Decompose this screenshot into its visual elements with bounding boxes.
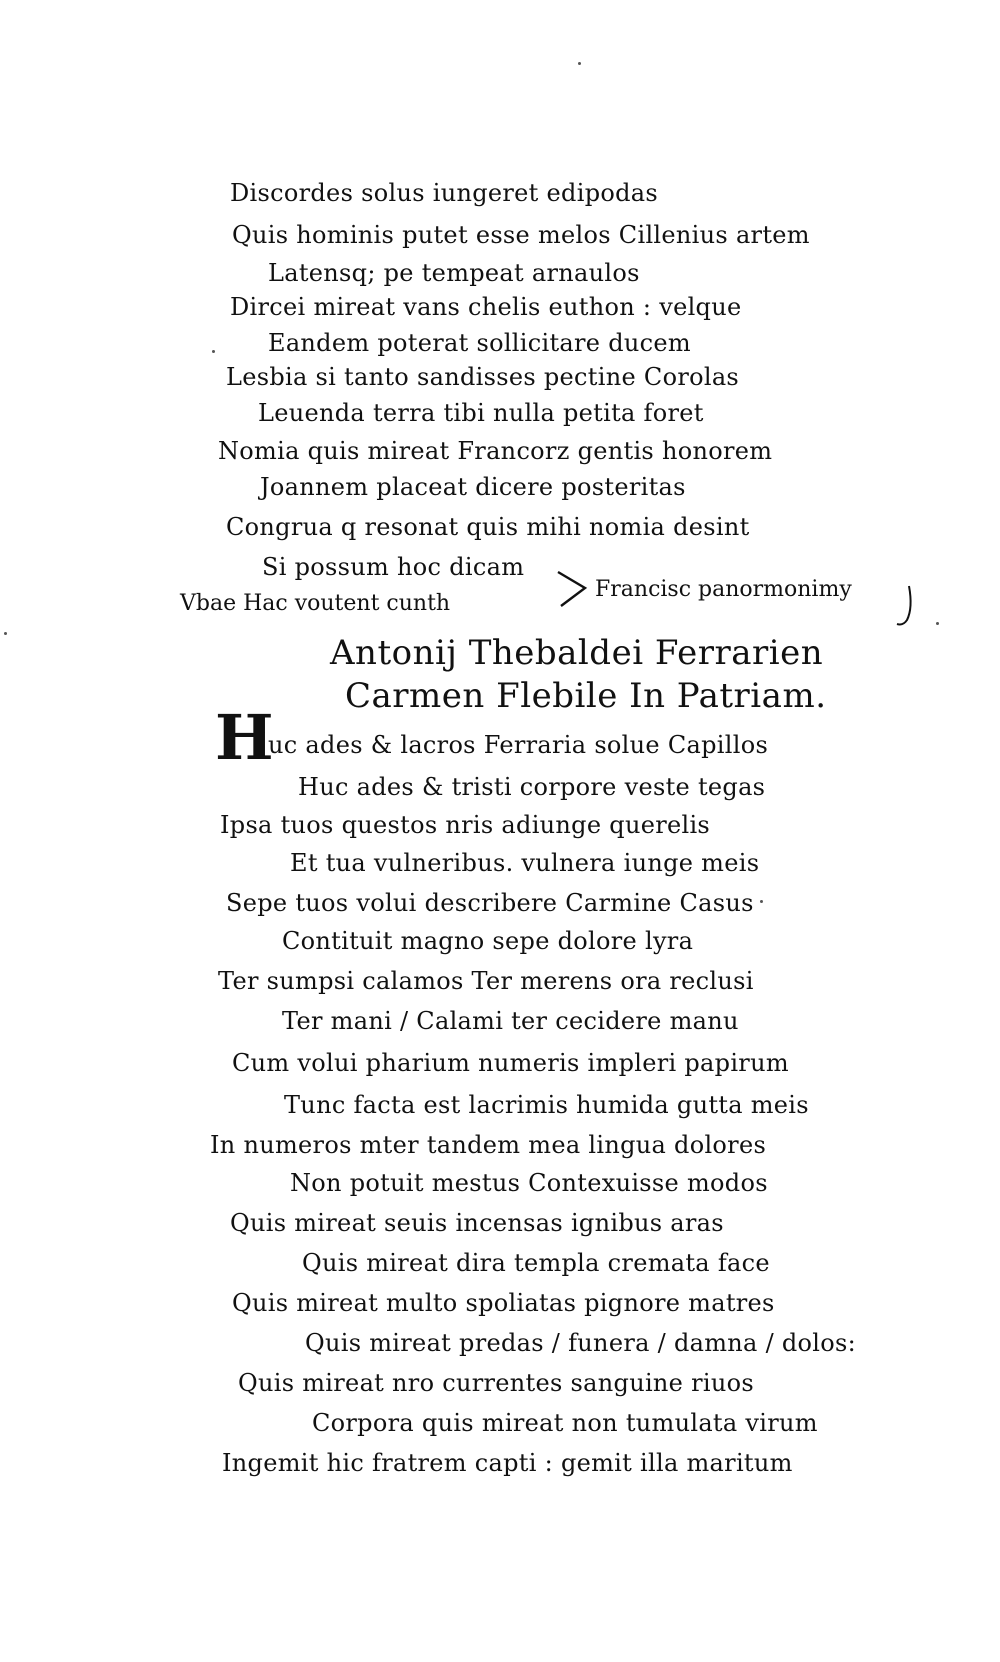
poem-one-line: Quis hominis putet esse melos Cillenius artem — [232, 221, 810, 249]
poem-one-line: Nomia quis mireat Francorz gentis honorem — [218, 437, 773, 465]
poem-one-line: Lesbia si tanto sandisses pectine Corolas — [226, 363, 740, 391]
poem-two-line: Contituit magno sepe dolore lyra — [282, 927, 694, 955]
bracket-note: Francisc panormonimy — [595, 577, 852, 602]
poem-one-line: Dircei mireat vans chelis euthon : velque — [230, 293, 742, 321]
heading-line-2: Carmen Flebile In Patriam. — [345, 676, 827, 716]
scan-speck — [212, 350, 215, 353]
poem-one-line: Joannem placeat dicere posteritas — [260, 473, 686, 501]
closing-stroke-icon — [895, 584, 917, 630]
poem-two-line: Non potuit mestus Contexuisse modos — [290, 1169, 768, 1197]
poem-one-line: Eandem poterat sollicitare ducem — [268, 329, 691, 357]
scan-speck — [760, 900, 763, 903]
poem-two-line: Quis mireat predas / funera / damna / dolos: — [305, 1329, 857, 1357]
poem-one-line: Si possum hoc dicam — [262, 553, 525, 581]
poem-two-line: Sepe tuos volui describere Carmine Casus — [226, 889, 754, 917]
poem-one-line: Latensq; pe tempeat arnaulos — [268, 259, 640, 287]
poem-two-line: Et tua vulneribus. vulnera iunge meis — [290, 849, 760, 877]
poem-two-line: Corpora quis mireat non tumulata virum — [312, 1409, 818, 1437]
heading-line-1: Antonij Thebaldei Ferrarien — [330, 633, 824, 673]
poem-one-line: Discordes solus iungeret edipodas — [230, 179, 659, 207]
poem-two-line: In numeros mter tandem mea lingua dolores — [210, 1131, 767, 1159]
poem-two-line: Huc ades & tristi corpore veste tegas — [298, 773, 766, 801]
poem-two-line: Tunc facta est lacrimis humida gutta meis — [284, 1091, 809, 1119]
poem-two-line: Quis mireat multo spoliatas pignore matres — [232, 1289, 775, 1317]
poem-one-line: Congrua q resonat quis mihi nomia desint — [226, 513, 750, 541]
poem-two-line: Ipsa tuos questos nris adiunge querelis — [220, 811, 711, 839]
poem-two-line: Quis mireat dira templa cremata face — [302, 1249, 770, 1277]
scan-speck — [4, 632, 7, 635]
poem-one-line: Leuenda terra tibi nulla petita foret — [258, 399, 704, 427]
poem-two-line: Quis mireat seuis incensas ignibus aras — [230, 1209, 724, 1237]
initial-capital: H — [215, 701, 274, 774]
poem-two-line: Ingemit hic fratrem capti : gemit illa maritum — [222, 1449, 793, 1477]
poem-two-line: Ter mani / Calami ter cecidere manu — [282, 1007, 739, 1035]
scan-speck — [578, 62, 581, 65]
margin-note: Vbae Hac voutent cunth — [180, 591, 451, 616]
bracket-mark-icon — [555, 568, 591, 610]
scan-speck — [936, 622, 939, 625]
poem-two-line: uc ades & lacros Ferraria solue Capillos — [268, 731, 769, 759]
poem-two-line: Quis mireat nro currentes sanguine riuos — [238, 1369, 754, 1397]
poem-two-line: Cum volui pharium numeris impleri papirum — [232, 1049, 789, 1077]
poem-two-line: Ter sumpsi calamos Ter merens ora reclusi — [218, 967, 754, 995]
